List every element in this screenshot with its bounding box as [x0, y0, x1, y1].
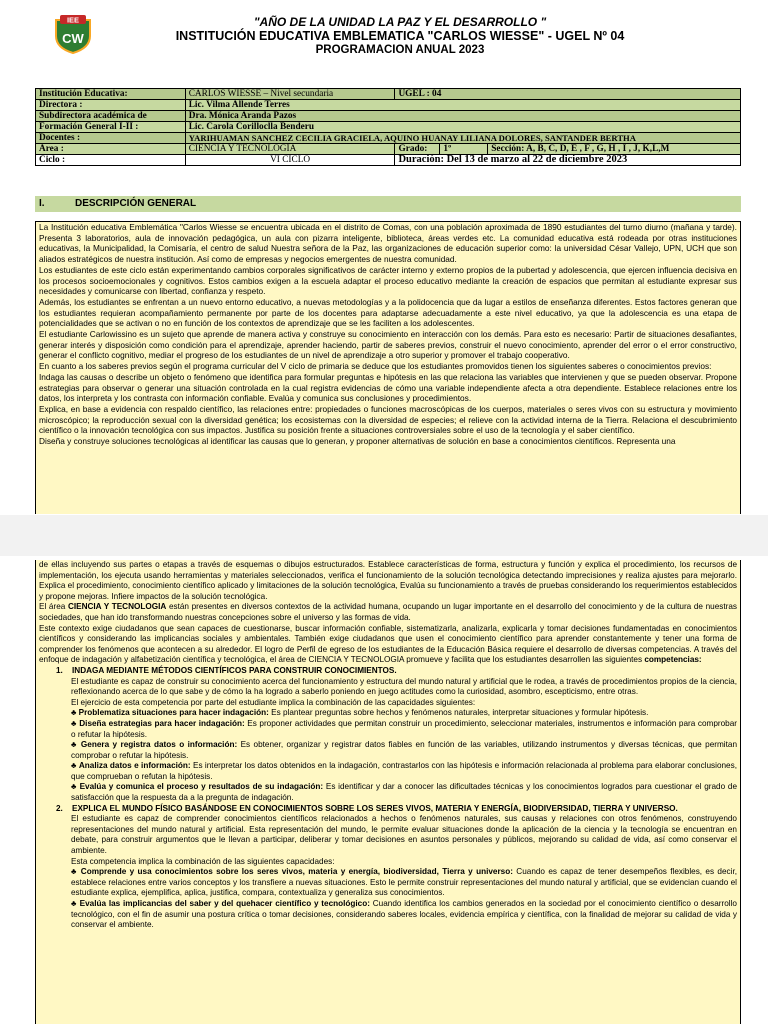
paragraph — [36, 602, 740, 623]
capacity-text: Cuando es capaz de tener desempeños flexibles, es decir, establece relaciones entre varios conceptos y los transfiere a nuevas situaciones. Esto le permite construir representaciones del mundo natural y artificial, que se evidencian cuando el estudiante explica, ejemplifica, aplica, justifica, compara, contextualiza y generaliza sus conocimientos. — [71, 867, 737, 898]
paragraph: Indaga las causas o describe un objeto o fenómeno que identifica para formular preguntas e hipótesis en las que relaciona las variables que intervienen y que se pueden observar. Propone estrategias para observar o generar una situación controlada en la cual registra evidencias de cómo una variable independiente afecta a otra dependiente. Establece relaciones entre los datos, los interpreta y los contrasta con información confiable. Evalúa y comunica sus conclusiones y procedimientos. — [39, 371, 737, 404]
capacity-text: Es interpretar los datos obtenidos en la indagación, contrastarlos con las hipótesis e información relacionada al problema para elaborar conclusiones, que comprueban o refutan la hipótesis. — [71, 761, 737, 781]
text-run: están presentes en diversos contextos de la actividad humana, ocupando un lugar importante en el desarrollo del conocimiento y de la cultura de nuestras sociedades, que han ido transformando nuestras concepciones sobre el universo y las formas de vida. — [39, 602, 737, 622]
capacity-text: Es plantear preguntas sobre hechos y fenómenos naturales, interpretar situaciones y formular hipótesis. — [268, 708, 649, 718]
capacity-item — [36, 719, 740, 740]
competency-number: 2. — [56, 803, 63, 813]
capacities-intro: Esta competencia implica la combinación de las siguientes capacidades: — [71, 856, 335, 866]
info-row — [36, 100, 741, 111]
info-row — [36, 89, 741, 100]
competency-name: INDAGA MEDIANTE MÉTODOS CIENTÍFICOS PARA CONSTRUIR CONOCIMIENTOS. — [72, 665, 397, 675]
info-label: Docentes : — [36, 133, 186, 144]
info-value: Lic. Carola Corilloclla Benderu — [185, 122, 740, 133]
section-number: I. — [39, 198, 45, 209]
info-label: Directora : — [36, 100, 186, 111]
competency-title — [36, 804, 740, 815]
capacity-item — [36, 740, 740, 761]
year-motto: "AÑO DE LA UNIDAD LA PAZ Y EL DESARROLLO " — [253, 15, 547, 29]
info-row — [36, 133, 741, 144]
paragraph: Además, los estudiantes se enfrentan a un nuevo entorno educativo, a nuevas metodologías y a la polidocencia que da lugar a estilos de enseñanza diferentes. Estos factores generan que los estudiantes requieran acompañamiento permanente por parte de los docentes para adaptarse adecuadamente a este nivel educativo, ya que la adolescencia es una etapa de potencialidades que se activan o no en función de los contextos de aprendizaje que se les faciliten a los adolescentes. — [39, 296, 737, 329]
text-run: Este contexto exige ciudadanos que sean capaces de cuestionarse, buscar información confiable, sistematizarla, analizarla, explicarla y tomar decisiones fundamentadas en conocimientos científicos y considerando las implicancias sociales y ambientales. También exige ciudadanos que usen el conocimiento científico para aprender constantemente y tener una forma de comprender los fenómenos que acontecen a su alrededor. El logro de Perfil de egreso de los estudiantes de la Educación Básica requiere el desarrollo de diversas competencias. A través del enfoque de indagación y alfabetización científica y tecnológica, el área de CIENCIA Y TECNOLOGIA promueve y facilita que los estudiantes desarrollen las siguientes — [39, 623, 737, 665]
page-gap — [0, 515, 768, 556]
capacity-item — [36, 867, 740, 899]
club-icon: ♣ — [71, 718, 80, 728]
info-value: VI CICLO — [185, 155, 395, 166]
capacity-text: Es obtener, organizar y registrar datos fiables en función de las variables, utilizando instrumentos y diversas técnicas, que permitan comprobar o refutar la hipótesis. — [71, 740, 737, 760]
logo-text: CW — [62, 31, 84, 46]
duracion-value: Duración: Del 13 de marzo al 22 de diciembre 2023 — [395, 155, 741, 166]
info-label: Subdirectora académica de — [36, 111, 186, 122]
capacity-text: Es identificar y dar a conocer las dificultades técnicas y los conocimientos logrados para cuestionar el grado de satisfacción que la respuesta da a la pregunta de indagación. — [71, 782, 738, 803]
section-title: DESCRIPCIÓN GENERAL — [75, 198, 197, 209]
club-icon: ♣ — [71, 899, 80, 908]
competencias-label: competencias: — [644, 655, 702, 665]
grado-label: Grado: — [395, 144, 440, 155]
capacity-text: Es proponer actividades que permitan construir un procedimiento, seleccionar materiales, instrumentos e información para comprobar o refutar la hipótesis. — [71, 718, 737, 739]
club-icon: ♣ — [71, 708, 79, 718]
capacity-name: Diseña estrategias para hacer indagación: — [79, 718, 245, 728]
competency-name: EXPLICA EL MUNDO FÍSICO BASÁNDOSE EN CONOCIMIENTOS SOBRE LOS SERES VIVOS, MATERIA Y ENERGÍA, BIODIVERSIDAD, TIERRA Y UNIVERSO. — [72, 803, 678, 813]
paragraph — [36, 624, 740, 666]
logo-top-text: IEE — [66, 15, 80, 25]
seccion-value: Sección: A, B, C, D, E , F , G, H , I , J, K,L,M — [488, 144, 741, 155]
capacity-item — [36, 899, 740, 931]
paragraph: Los estudiantes de este ciclo están experimentando cambios corporales significativos de carácter interno y externo propios de la pubertad y adolescencia, que ejercen influencia decisiva en los procesos socioemocionales y cognitivos. Estos cambios exigen a la escuela adaptar el proceso educativo mediante la creación de espacios que permitan al estudiante expresar sus necesidades y comunicarse con libertad, confianza y respeto. — [39, 264, 737, 297]
paragraph: de ellas incluyendo sus partes o etapas a través de esquemas o dibujos estructurados. Establece características de forma, estructura y función y explica el procedimiento, los recursos de implementación, los ejecuta usando herramientas y materiales seleccionados, verifica el funcionamiento de la solución tecnológica detectando imprecisiones y realiza ajustes para mejorarlo. Explica el procedimiento, conocimiento científico aplicado y limitaciones de la solución tecnológica, Evalúa su funcionamiento a través de pruebas considerando los requerimientos establecidos y propone mejoras. Infiere impactos de la solución tecnológica. — [39, 560, 737, 601]
info-row — [36, 155, 741, 166]
info-label: Área : — [36, 144, 186, 155]
capacity-name: Comprende y usa conocimientos sobre los seres vivos, materia y energía, biodiversidad, Tierra y universo: — [80, 867, 513, 877]
description-box-continued — [35, 560, 741, 1024]
capacity-item — [36, 782, 740, 803]
club-icon: ♣ — [71, 867, 81, 877]
competency-description: El estudiante es capaz de comprender conocimientos científicos relacionados a hechos o fenómenos naturales, sus causas y relaciones con otros fenómenos, construyendo representaciones del mundo natural y artificial. Esta representación del mundo, le permite evaluar situaciones donde la aplicación de la ciencia y la tecnología se encuentran en debate, para construir argumentos que le llevan a participar, deliberar y tomar decisiones en asuntos personales y públicos, mejorando su calidad de vida, así como conservar el ambiente. — [71, 814, 737, 856]
info-value: Dra. Mónica Aranda Pazos — [185, 111, 740, 122]
club-icon: ♣ — [71, 761, 79, 771]
club-icon: ♣ — [71, 782, 80, 792]
description-box — [35, 221, 741, 514]
paragraph: La Institución educativa Emblemática "Carlos Wiesse se encuentra ubicada en el distrito de Comas, con una población aproximada de 1890 estudiantes del turno diurno (mañana y tarde). Presenta 3 laboratorios, aula de innovación pedagógica, un aula con pizarra inteligente, biblioteca, áreas verdes etc. La comunidad educativa está rodeada por otras instituciones educativas, la Municipalidad, la Comisaría, el centro de salud Nuestra señora de la Paz, las organizaciones de educación superior como: la universidad César Vallejo, UPN, UCH que son aliados estratégicos de nuestra institución. Así como de empresas y negocios emergentes de nuestra comunidad. — [39, 222, 737, 265]
section-header — [35, 196, 741, 212]
info-label: Institución Educativa: — [36, 89, 186, 100]
info-label: Formación General I-II : — [36, 122, 186, 133]
capacity-name: Problematiza situaciones para hacer indagación: — [78, 708, 269, 718]
info-value: CARLOS WIESSE – Nivel secundaria — [185, 89, 395, 100]
area-name: CIENCIA Y TECNOLOGIA — [67, 602, 167, 612]
info-row — [36, 111, 741, 122]
paragraph: En cuanto a los saberes previos según el programa curricular del V ciclo de primaria se deduce que los estudiantes promovidos tienen los siguientes saberes o conocimientos previos: — [39, 361, 712, 372]
competency-number: 1. — [56, 665, 63, 675]
club-icon: ♣ — [71, 740, 81, 750]
info-table — [35, 88, 741, 166]
capacity-text: Cuando identifica los cambios generados en la sociedad por el conocimiento científico o desarrollo tecnológico, con el fin de asumir una postura crítica o tomar decisiones, considerando saberes locales, evidencia empírica y científica, con la finalidad de mejorar su calidad de vida y conservar el ambiente. — [71, 899, 737, 930]
capacity-name: Evalúa las implicancias del saber y del quehacer científico y tecnológico: — [79, 899, 370, 908]
info-value: YARIHUAMAN SANCHEZ CECILIA GRACIELA, AQUINO HUANAY LILIANA DOLORES, SANTANDER BERTHA — [185, 133, 740, 144]
competency-description: El estudiante es capaz de construir su conocimiento acerca del funcionamiento y estructura del mundo natural y artificial que le rodea, a través de procedimientos propios de la ciencia, reflexionando acerca de lo que sabe y de cómo la ha logrado a saberlo poniendo en juego actitudes como la curiosidad, asombro, escepticismo, entre otras. — [71, 676, 737, 697]
competency-title — [36, 666, 740, 677]
capacity-name: Evalúa y comunica el proceso y resultados de su indagación: — [79, 782, 324, 792]
paragraph: Explica, en base a evidencia con respaldo científico, las relaciones entre: propiedades o funciones macroscópicas de los cuerpos, materiales o seres vivos con su estructura y movimiento microscópico; la reproducción sexual con la diversidad genética; los ecosistemas con la diversidad de especies; el relieve con la actividad interna de la Tierra. Relaciona el descubrimiento científico o la innovación tecnológica con sus impactos. Justifica su posición frente a situaciones controversiales sobre el uso de la tecnología y el saber científico. — [39, 403, 737, 436]
capacity-name: Genera y registra datos o información: — [80, 740, 238, 750]
capacity-item — [36, 708, 740, 719]
capacities-intro: El ejercicio de esta competencia por parte del estudiante implica la combinación de las capacidades siguientes: — [71, 697, 476, 707]
grado-value: 1º — [440, 144, 488, 155]
info-value: CIENCIA Y TECNOLOGÍA — [185, 144, 395, 155]
school-logo — [52, 14, 94, 54]
program-title: PROGRAMACION ANUAL 2023 — [315, 44, 485, 56]
info-value: Lic. Vilma Allende Terres — [185, 100, 740, 111]
institution-title: INSTITUCIÓN EDUCATIVA EMBLEMATICA "CARLOS WIESSE" - UGEL Nº 04 — [175, 29, 625, 43]
info-row — [36, 122, 741, 133]
text-run: El área — [39, 602, 68, 612]
paragraph: El estudiante Carlowissino es un sujeto que aprende de manera activa y construye su conocimiento en interacción con los demás. Para esto es necesario: Partir de situaciones desafiantes, generar interés y disposición como condición para el aprendizaje, aprender haciendo, partir de saberes previos, construir el nuevo conocimiento, aprender del error o el error constructivo, generar el conflicto cognitivo, mediar el progreso de los estudiantes de un nivel de aprendizaje a otro superior y promover el trabajo cooperativo. — [39, 329, 737, 361]
info-label: Ciclo : — [36, 155, 186, 166]
capacity-item — [36, 761, 740, 782]
capacity-name: Analiza datos e información: — [78, 761, 191, 771]
info-row — [36, 144, 741, 155]
paragraph: Diseña y construye soluciones tecnológicas al identificar las causas que lo generan, y proponer alternativas de solución en base a conocimientos científicos. Representa una — [39, 436, 676, 447]
ugel-value: UGEL : 04 — [395, 89, 741, 100]
document-page-2 — [0, 556, 768, 1024]
